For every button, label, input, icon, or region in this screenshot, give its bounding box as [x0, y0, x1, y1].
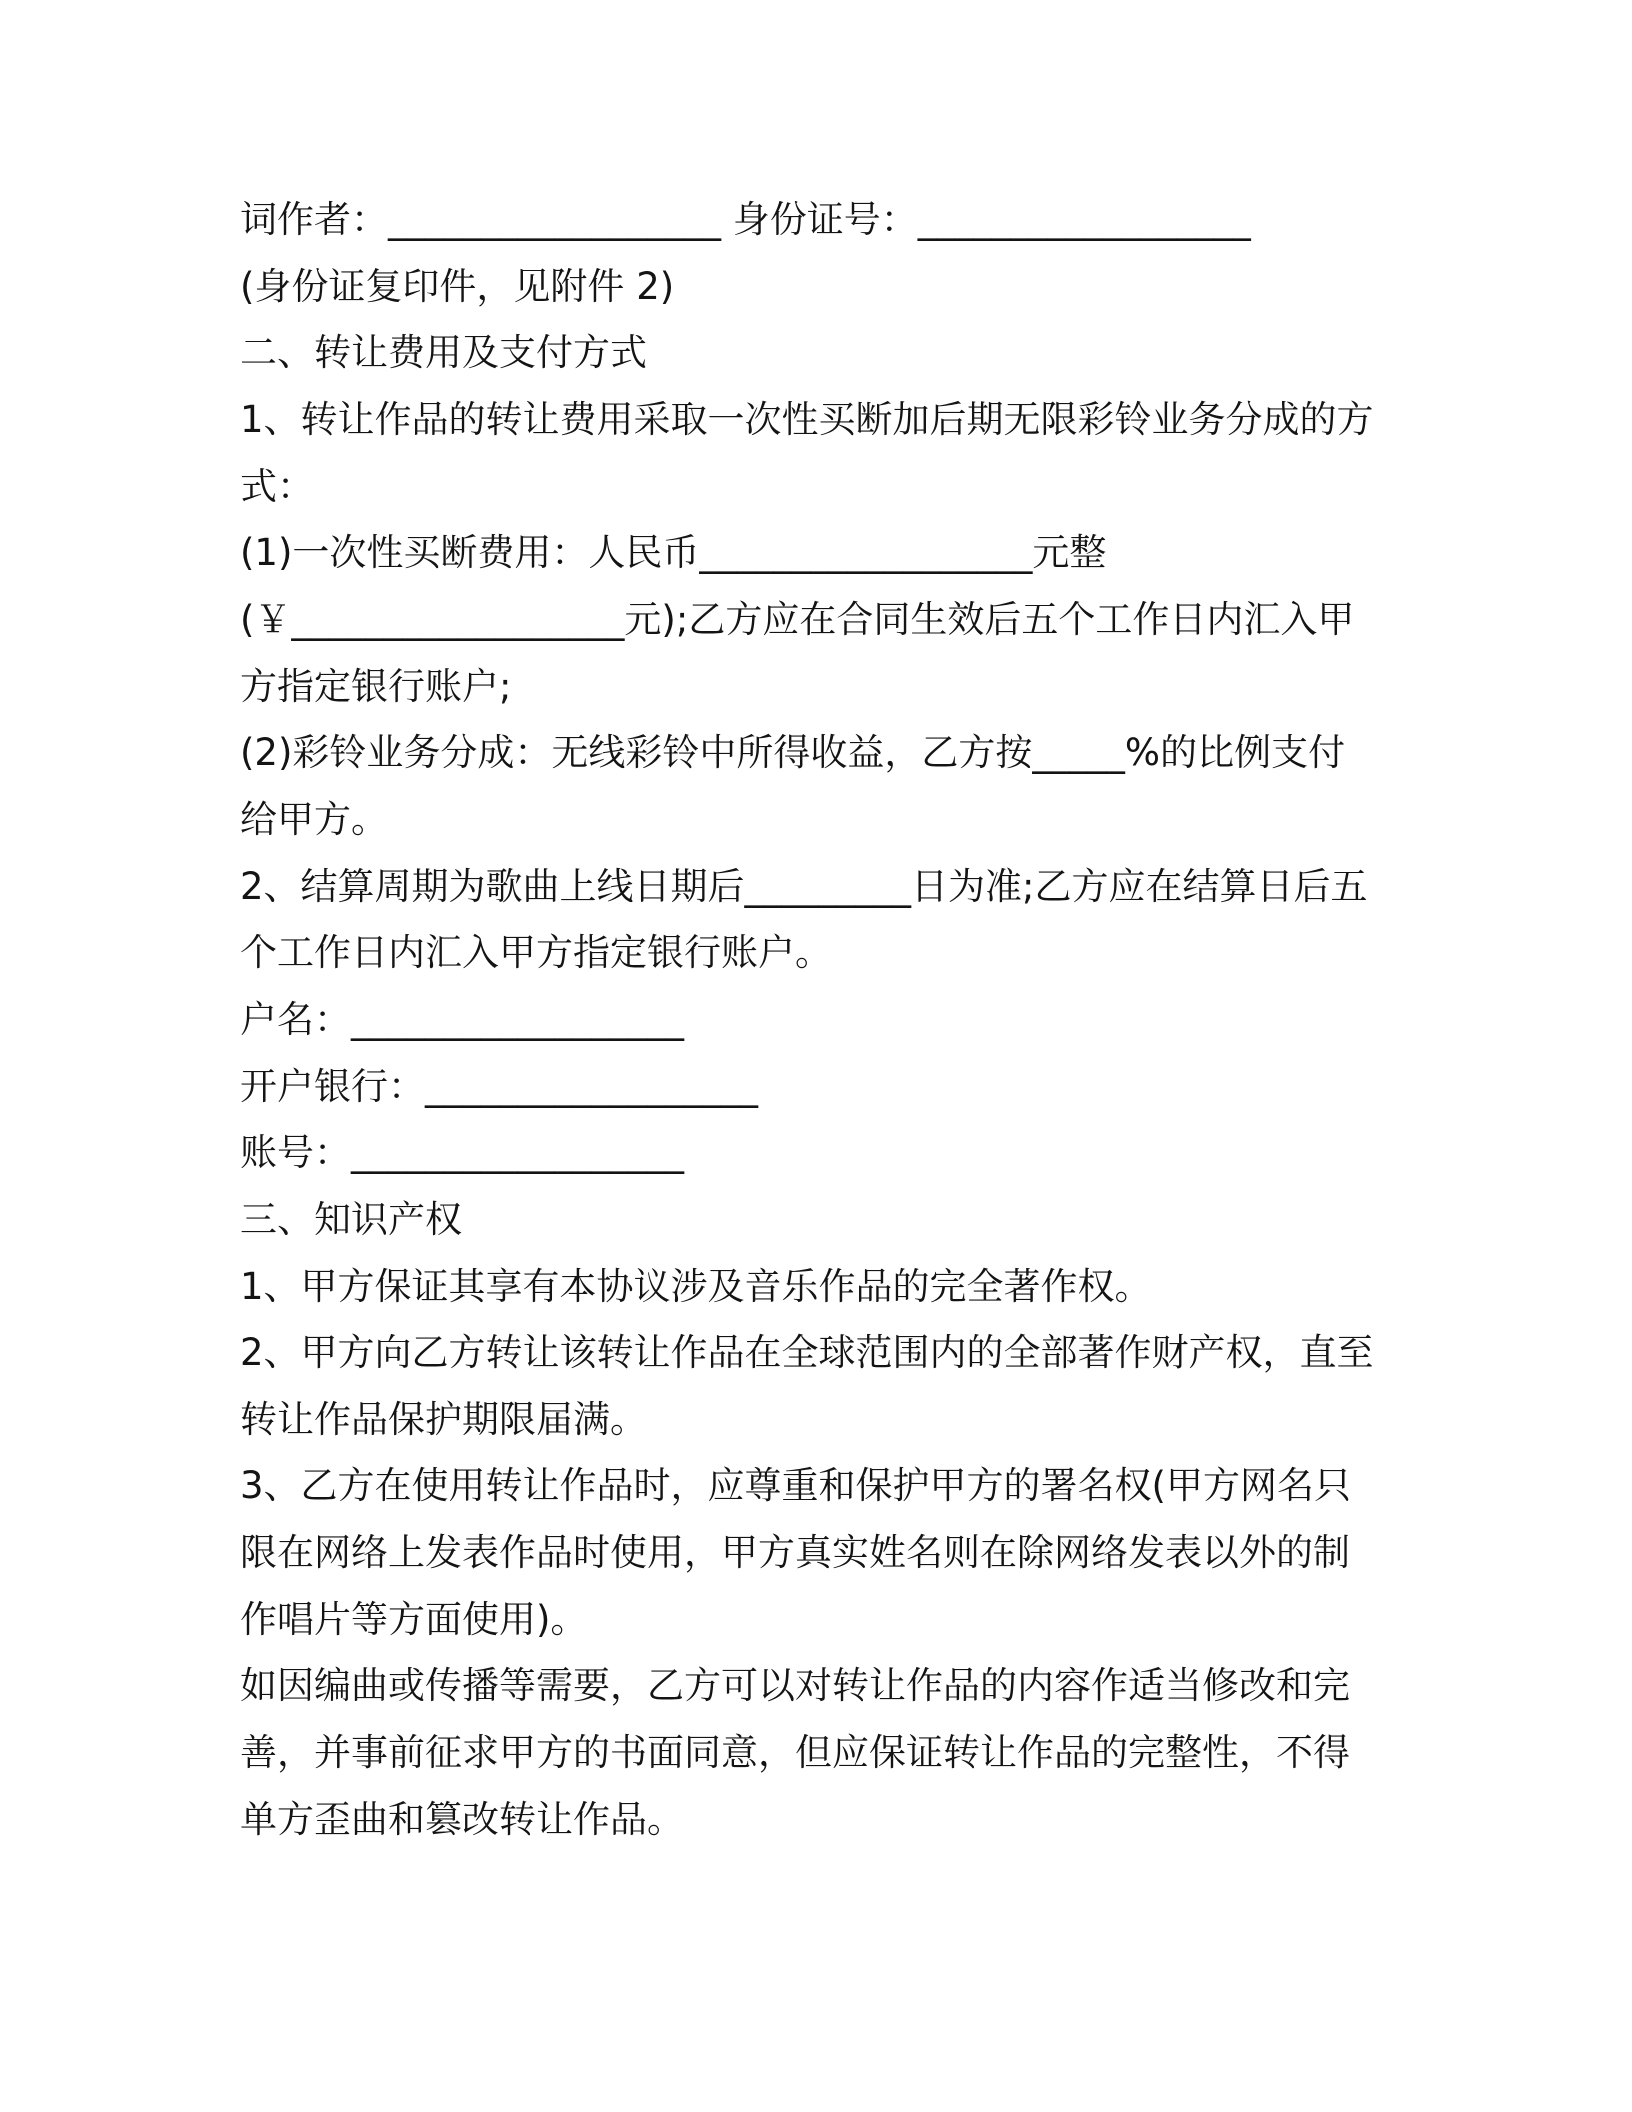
heading-text: 三、知识产权: [240, 1197, 462, 1241]
text-line: 3、乙方在使用转让作品时，应尊重和保护甲方的署名权(甲方网名只: [240, 1464, 1351, 1508]
text-line: 方指定银行账户;: [240, 664, 512, 708]
text-line: 2、甲方向乙方转让该转让作品在全球范围内的全部著作财产权，直至: [240, 1331, 1374, 1375]
document-body: [240, 187, 1440, 1853]
clause-2-2: [240, 854, 1440, 987]
clause-3-3: [240, 1453, 1440, 1653]
clause-3-1: [240, 1254, 1440, 1321]
text-line: 如因编曲或传播等需要，乙方可以对转让作品的内容作适当修改和完: [240, 1664, 1350, 1708]
clause-2-1-2: [240, 720, 1440, 853]
text-line: 1、甲方保证其享有本协议涉及音乐作品的完全著作权。: [240, 1264, 1152, 1308]
text-line: (身份证复印件，见附件 2): [240, 264, 675, 308]
section-3-heading: [240, 1187, 1440, 1254]
account-number-field: [240, 1120, 1440, 1187]
text-line: (￥__________________元);乙方应在合同生效后五个工作日内汇入甲: [240, 597, 1355, 641]
bank-field: [240, 1054, 1440, 1121]
modification-clause: [240, 1653, 1440, 1853]
id-copy-note: [240, 254, 1440, 321]
section-2-heading: [240, 320, 1440, 387]
text-line: 1、转让作品的转让费用采取一次性买断加后期无限彩铃业务分成的方: [240, 397, 1374, 441]
text-line: 2、结算周期为歌曲上线日期后_________日为准;乙方应在结算日后五: [240, 864, 1368, 908]
text-line: 转让作品保护期限届满。: [240, 1397, 647, 1441]
text-line: 词作者：__________________ 身份证号：__________________: [240, 198, 1251, 241]
text-line: 单方歪曲和篡改转让作品。: [240, 1797, 684, 1841]
text-line: 个工作日内汇入甲方指定银行账户。: [240, 931, 832, 975]
clause-2-1: [240, 387, 1440, 520]
text-line: (2)彩铃业务分成：无线彩铃中所得收益，乙方按_____%的比例支付: [240, 731, 1346, 775]
text-line: 限在网络上发表作品时使用，甲方真实姓名则在除网络发表以外的制: [240, 1531, 1350, 1575]
text-line: 户名：__________________: [240, 997, 684, 1041]
lyricist-id-field: [240, 187, 1440, 254]
heading-text: 二、转让费用及支付方式: [240, 331, 647, 375]
text-line: 开户银行：__________________: [240, 1064, 758, 1108]
clause-2-1-1: [240, 520, 1440, 720]
text-line: 式：: [240, 464, 314, 508]
text-line: 给甲方。: [240, 797, 388, 841]
clause-3-2: [240, 1320, 1440, 1453]
text-line: 账号：__________________: [240, 1131, 684, 1175]
account-name-field: [240, 987, 1440, 1054]
text-line: 善，并事前征求甲方的书面同意，但应保证转让作品的完整性，不得: [240, 1731, 1350, 1775]
text-line: (1)一次性买断费用：人民币__________________元整: [240, 531, 1107, 575]
text-line: 作唱片等方面使用)。: [240, 1597, 588, 1641]
